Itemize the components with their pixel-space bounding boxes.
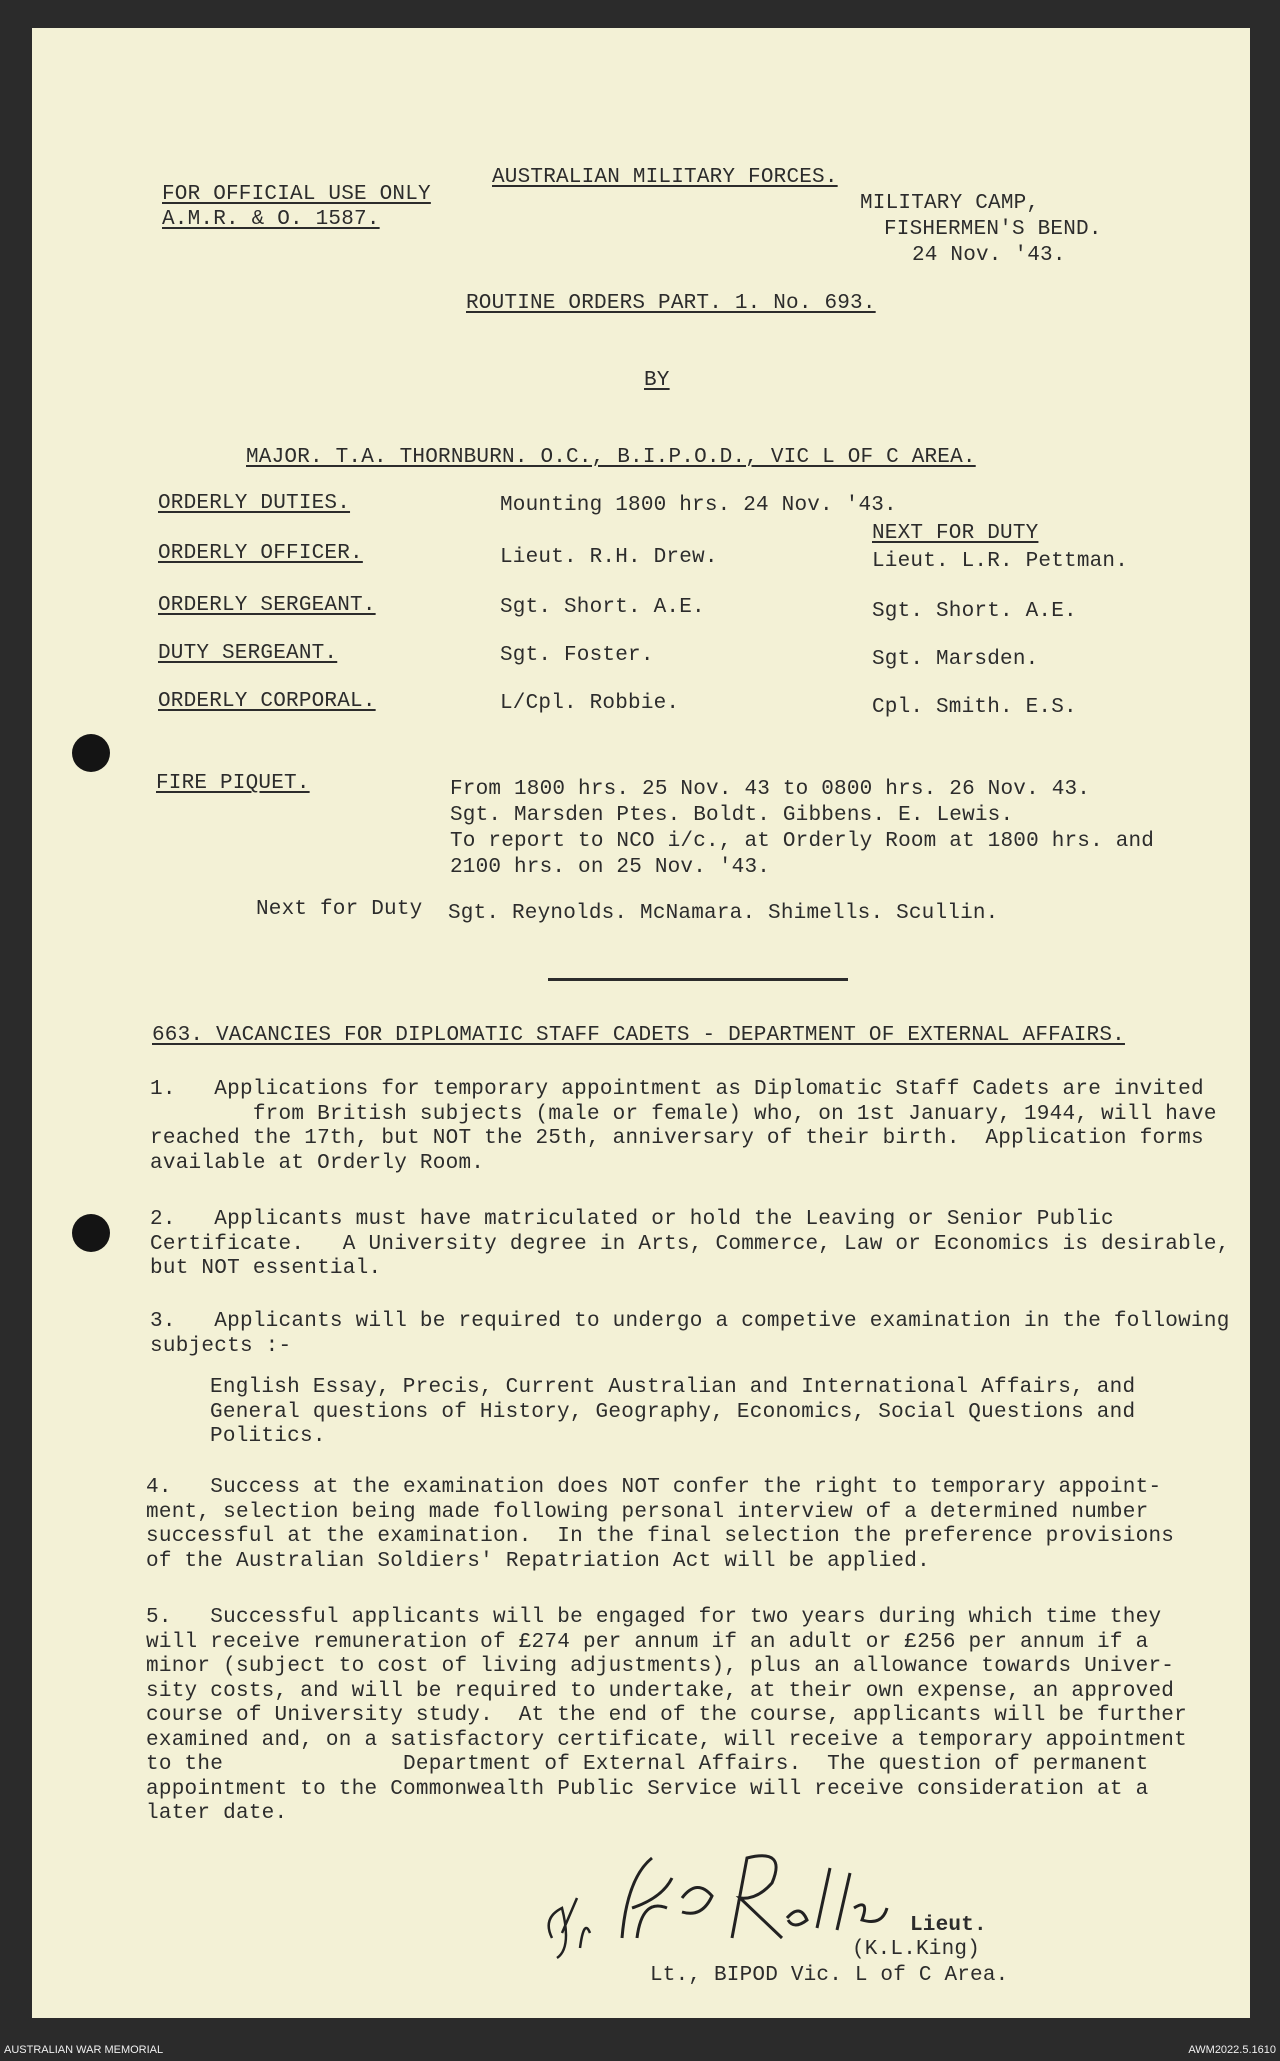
duty-current: Lieut. R.H. Drew. xyxy=(500,546,718,569)
orderly-duties-label: ORDERLY DUTIES. xyxy=(158,492,351,515)
punch-hole-top xyxy=(72,734,110,772)
fire-piquet-line-1: From 1800 hrs. 25 Nov. 43 to 0800 hrs. 26 Nov. 43. xyxy=(450,778,1091,801)
section-divider xyxy=(548,978,848,981)
duty-next: Sgt. Marsden. xyxy=(872,648,1039,671)
signatory-name: (K.L.King) xyxy=(852,1938,981,1961)
duty-next: Sgt. Short. A.E. xyxy=(872,600,1077,623)
paragraph-3: 3. Applicants will be required to undergo a competive examination in the following subjects :- xyxy=(150,1310,1230,1358)
duty-current: Sgt. Foster. xyxy=(500,644,654,667)
amr-reference: A.M.R. & O. 1587. xyxy=(162,208,380,231)
camp-line-2: FISHERMEN'S BEND. xyxy=(884,218,1102,241)
official-use-label: FOR OFFICIAL USE ONLY xyxy=(162,183,431,206)
paragraph-4: 4. Success at the examination does NOT confer the right to temporary appoint- ment, selection being made following personal interview of a determined number successful at the examination. In the final selection the preference provisions of the Australian Soldiers' Repatriation Act will be applied. xyxy=(146,1476,1175,1573)
issuing-officer: MAJOR. T.A. THORNBURN. O.C., B.I.P.O.D., VIC L OF C AREA. xyxy=(246,446,976,469)
routine-orders-title: ROUTINE ORDERS PART. 1. No. 693. xyxy=(466,292,876,315)
duty-next: Cpl. Smith. E.S. xyxy=(872,696,1077,719)
duty-role: ORDERLY OFFICER. xyxy=(158,542,363,565)
paragraph-2: 2. Applicants must have matriculated or hold the Leaving or Senior Public Certificate. A University degree in Arts, Commerce, Law or Economics is desirable, but NOT essential. xyxy=(150,1208,1230,1280)
next-for-duty-label: Next for Duty xyxy=(256,898,423,921)
duty-current: Sgt. Short. A.E. xyxy=(500,596,705,619)
fire-piquet-line-3: To report to NCO i/c., at Orderly Room at 1800 hrs. and xyxy=(450,830,1155,853)
archive-reference: AWM2022.5.1610 xyxy=(1188,2044,1276,2056)
duty-next: Lieut. L.R. Pettman. xyxy=(872,550,1129,573)
fire-piquet-label: FIRE PIQUET. xyxy=(156,772,310,795)
paragraph-1: 1. Applications for temporary appointment as Diplomatic Staff Cadets are invited from British subjects (male or female) who, on 1st January, 1944, will have reached the 17th, but NOT the 25th, anniversary of their birth. Application forms available at Orderly Room. xyxy=(150,1078,1217,1175)
signatory-rank: Lieut. xyxy=(910,1914,987,1937)
next-for-duty-header: NEXT FOR DUTY xyxy=(872,522,1039,545)
duty-role: DUTY SERGEANT. xyxy=(158,642,338,665)
next-for-duty-value: Sgt. Reynolds. McNamara. Shimells. Scullin. xyxy=(448,902,999,925)
duty-current: L/Cpl. Robbie. xyxy=(500,692,680,715)
document-title: AUSTRALIAN MILITARY FORCES. xyxy=(492,166,838,189)
order-heading: 663. VACANCIES FOR DIPLOMATIC STAFF CADETS - DEPARTMENT OF EXTERNAL AFFAIRS. xyxy=(152,1024,1125,1047)
fire-piquet-line-4: 2100 hrs. on 25 Nov. '43. xyxy=(450,856,771,879)
subjects-list: English Essay, Precis, Current Australian and International Affairs, and General questions of History, Geography, Economics, Social Questions and Politics. xyxy=(210,1376,1136,1448)
camp-line-1: MILITARY CAMP, xyxy=(860,192,1040,215)
mounting-time: Mounting 1800 hrs. 24 Nov. '43. xyxy=(500,494,897,517)
archive-name: AUSTRALIAN WAR MEMORIAL xyxy=(4,2044,164,2056)
duty-role: ORDERLY CORPORAL. xyxy=(158,690,376,713)
duty-role: ORDERLY SERGEANT. xyxy=(158,594,376,617)
paragraph-5: 5. Successful applicants will be engaged for two years during which time they will receive remuneration of £274 per annum if an adult or £256 per annum if a minor (subject to cost of living adjustments), plus an allowance towards Univer- sity costs, and will be required to undertake, at their own expense, an approved course of University study. At the end of the course, applicants will be further examined and, on a satisfactory certificate, will receive a temporary appointment to the Department of External Affairs. The question of permanent appointment to the Commonwealth Public Service will receive consideration at a later date. xyxy=(146,1606,1188,1825)
punch-hole-bottom xyxy=(72,1214,110,1252)
handwritten-signature xyxy=(532,1838,892,1978)
document-page xyxy=(32,28,1250,2018)
by-label: BY xyxy=(644,369,670,392)
signatory-unit: Lt., BIPOD Vic. L of C Area. xyxy=(650,1964,1009,1987)
fire-piquet-line-2: Sgt. Marsden Ptes. Boldt. Gibbens. E. Lewis. xyxy=(450,804,1014,827)
header-date: 24 Nov. '43. xyxy=(912,244,1066,267)
archive-footer xyxy=(0,2040,1280,2061)
